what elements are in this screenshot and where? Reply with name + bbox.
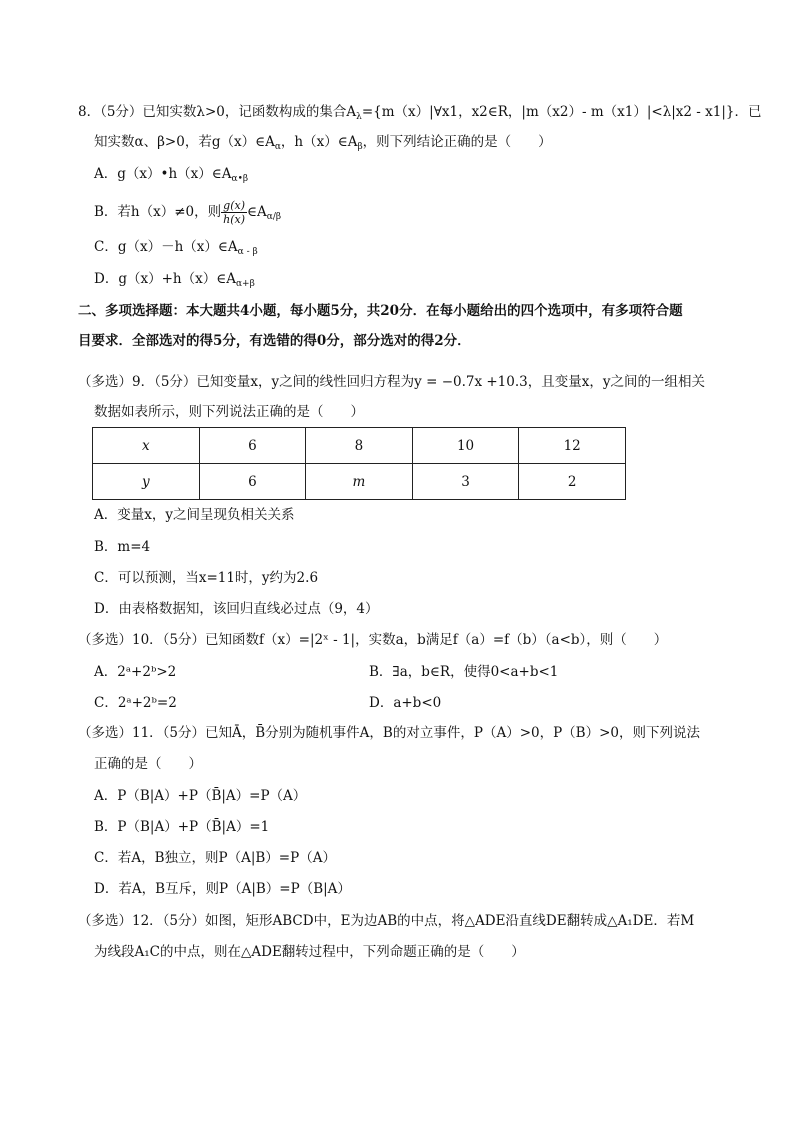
q11-option-c: C．若A，B独立，则P（A|B）=P（A） (94, 850, 336, 866)
q9-option-d: D．由表格数据知，该回归直线必过点（9，4） (94, 601, 379, 617)
q8-option-a (94, 165, 248, 188)
q8-sub-beta: β (357, 142, 363, 152)
table-row (93, 464, 626, 500)
q8-text-e: ，h（x）∈A (280, 134, 358, 150)
table-cell: 10 (412, 428, 519, 464)
q8-option-d-sub: α+β (235, 279, 255, 289)
q8-sub-lambda: λ (356, 112, 362, 122)
table-cell: y (93, 464, 200, 500)
q11-stem-line2: 正确的是（ ） (94, 756, 202, 772)
q8-text-c: 1，x2∈R，|m（x2）- m（x1）|<λ|x2 - x1|}．已 (449, 104, 762, 120)
q8-option-b-fraction (221, 199, 247, 226)
q8-option-b-text: B．若h（x）≠0，则 (94, 204, 222, 220)
table-row (93, 428, 626, 464)
q8-option-a-sub: α•β (231, 174, 249, 184)
q8-option-b-sub: α/β (266, 212, 282, 222)
q8-option-a-text: A．g（x）•h（x）∈A (94, 166, 232, 182)
q12-stem-line1: （多选）12．（5分）如图，矩形ABCD中，E为边AB的中点，将△ADE沿直线DE翻转成△A₁DE．若M (78, 913, 695, 929)
q10-option-d: D．a+b<0 (369, 695, 442, 711)
q8-option-b (94, 198, 281, 231)
table-cell: m (306, 464, 413, 500)
fraction-denominator: h(x) (223, 213, 246, 226)
q8-sub-alpha: α (274, 142, 281, 152)
section2-heading-line2: 目要求．全部选对的得5分，有选错的得0分，部分选对的得2分． (78, 333, 471, 349)
q12-stem-line2: 为线段A₁C的中点，则在△ADE翻转过程中，下列命题正确的是（ ） (94, 944, 525, 960)
table-cell: 6 (199, 428, 306, 464)
q10-option-b: B．∃a，b∈R，使得0<a+b<1 (369, 664, 559, 680)
q11-option-b: B．P（B|A）+P（B̄|A）=1 (94, 819, 270, 835)
table-cell: 3 (412, 464, 519, 500)
table-cell: 6 (199, 464, 306, 500)
q8-option-c-text: C．g（x）－h（x）∈A (94, 239, 238, 255)
q8-stem-line1 (78, 103, 762, 126)
q10-option-c: C．2ᵃ+2ᵇ=2 (94, 695, 177, 711)
q8-text-d: 知实数α、β>0，若g（x）∈A (94, 134, 275, 150)
q10-stem: （多选）10．（5分）已知函数f（x）=|2ˣ - 1|，实数a，b满足f（a）=f（b）（a<b），则（ ） (78, 632, 668, 648)
q8-option-d-text: D．g（x）+h（x）∈A (94, 271, 236, 287)
table-cell: x (93, 428, 200, 464)
table-cell: 12 (519, 428, 626, 464)
q8-text-a: 8．（5分）已知实数λ>0，记函数构成的集合A (78, 104, 357, 120)
q9-option-c: C．可以预测，当x=11时，y约为2.6 (94, 570, 319, 586)
fraction-numerator: g(x) (221, 199, 247, 213)
q9-data-table (92, 427, 626, 500)
table-cell: 8 (306, 428, 413, 464)
table-cell: 2 (519, 464, 626, 500)
q9-stem-line1: （多选）9．（5分）已知变量x，y之间的线性回归方程为y = −0.7x +10.3，且变量x，y之间的一组相关 (78, 374, 705, 390)
q8-stem-line2 (94, 133, 552, 156)
q11-stem-line1: （多选）11．（5分）已知Ā，B̄分别为随机事件A，B的对立事件，P（A）>0，P（B）>0，则下列说法 (78, 725, 700, 741)
q10-option-a: A．2ᵃ+2ᵇ>2 (94, 664, 177, 680)
q9-stem-line2: 数据如表所示，则下列说法正确的是（ ） (94, 404, 364, 420)
q11-option-a: A．P（B|A）+P（B̄|A）=P（A） (94, 788, 307, 804)
q8-option-c (94, 238, 258, 261)
q9-option-a: A．变量x，y之间呈现负相关关系 (94, 507, 295, 523)
q8-option-b-set: ∈A (247, 204, 267, 220)
q11-option-d: D．若A，B互斥，则P（A|B）=P（B|A） (94, 881, 351, 897)
section2-heading-line1: 二、多项选择题：本大题共4小题，每小题5分，共20分．在每小题给出的四个选项中，有多项符合题 (78, 303, 683, 319)
q8-text-b: ={m（x）|∀x (361, 104, 450, 120)
q9-option-b: B．m=4 (94, 539, 151, 555)
q8-text-f: ，则下列结论正确的是（ ） (362, 134, 552, 150)
q8-option-d (94, 270, 255, 293)
q8-option-c-sub: α - β (237, 247, 258, 257)
